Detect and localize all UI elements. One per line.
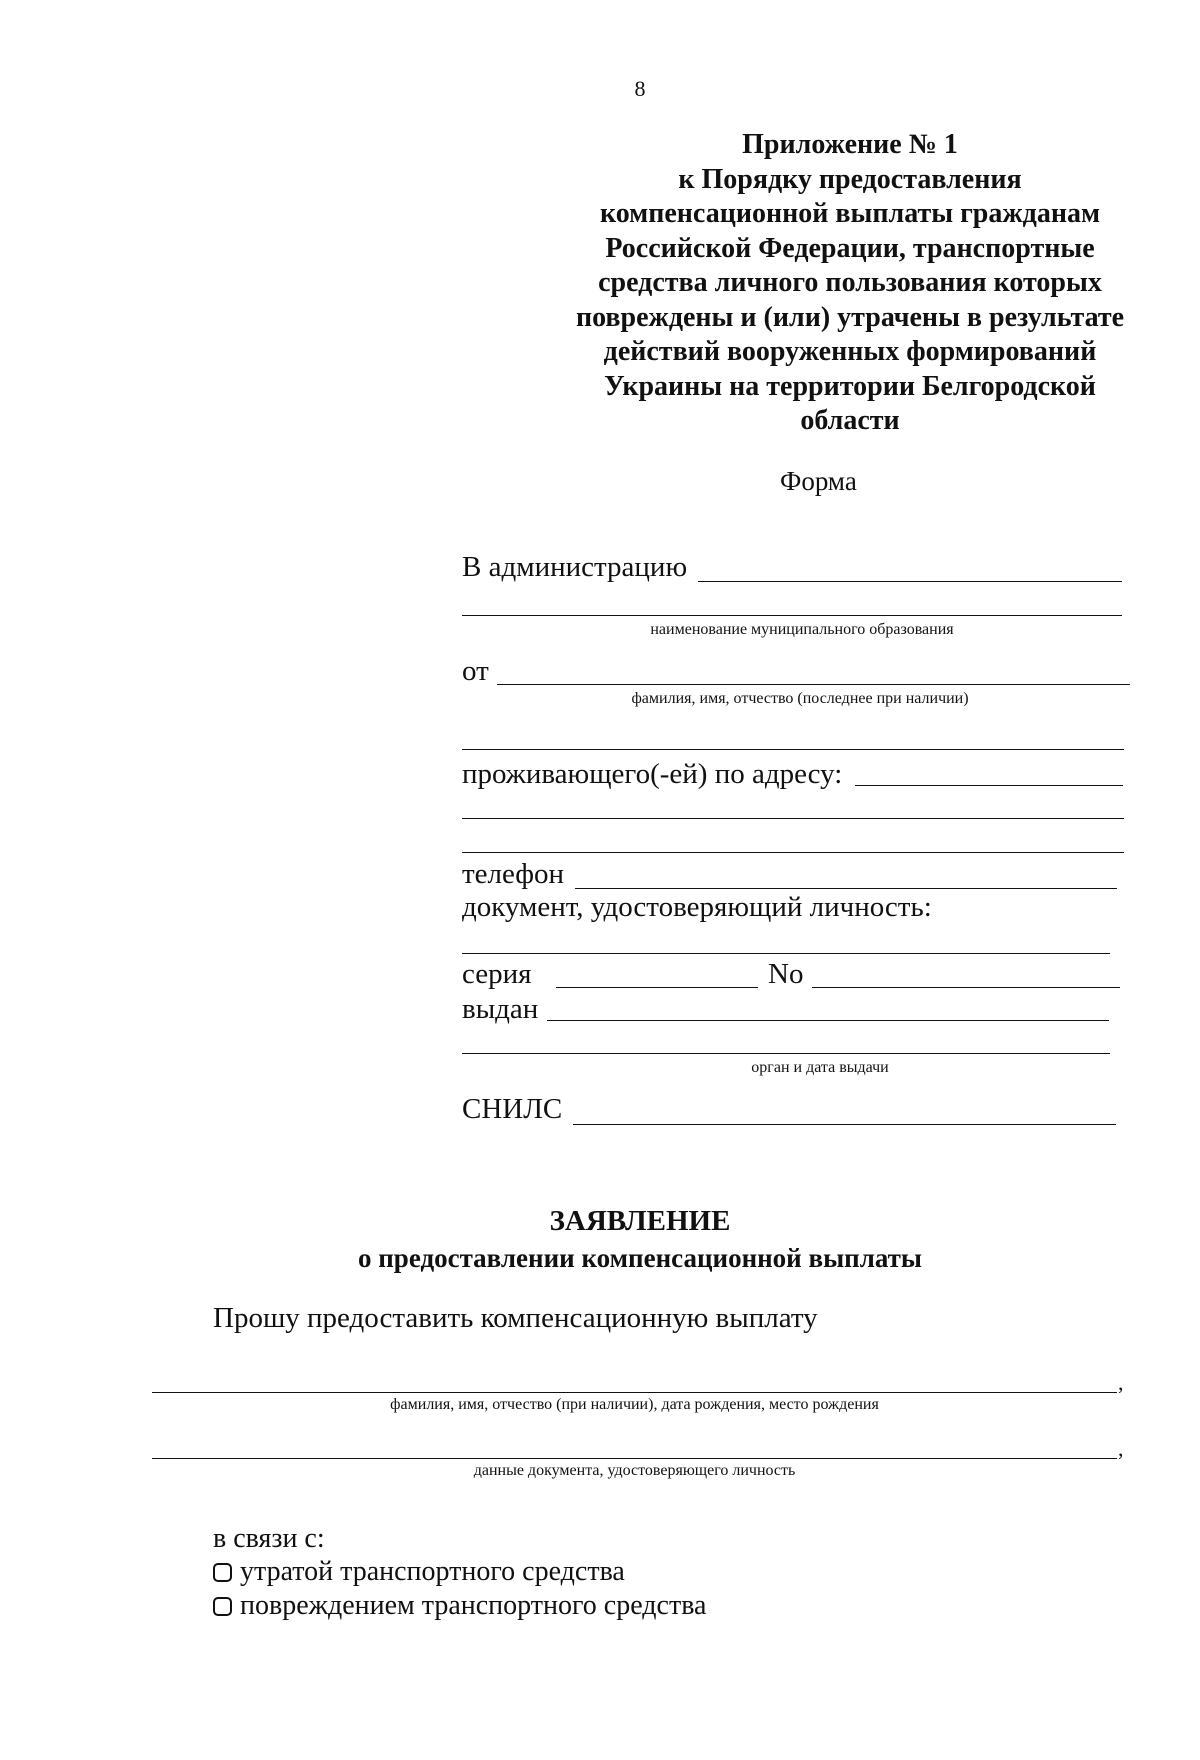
snils-field[interactable]	[573, 1124, 1116, 1125]
appendix-line: повреждены и (или) утрачены в результате	[575, 301, 1125, 333]
option-loss[interactable]	[213, 1556, 625, 1588]
address-label: проживающего(-ей) по адресу:	[462, 758, 843, 790]
appendix-line: к Порядку предоставления	[678, 163, 1022, 195]
issued-label: выдан	[462, 993, 539, 1025]
from-label: от	[462, 655, 489, 687]
reason-label: в связи с:	[213, 1523, 325, 1554]
form-label: Форма	[780, 466, 857, 496]
administration-field[interactable]	[698, 581, 1122, 582]
id-document-field[interactable]	[462, 953, 1110, 954]
appendix-line: средства личного пользования которых	[598, 267, 1102, 298]
fio-field[interactable]	[497, 684, 1130, 685]
id-document-details-field[interactable]	[152, 1458, 1117, 1459]
fio-caption: фамилия, имя, отчество (последнее при наличии)	[631, 690, 969, 707]
address-field-line2[interactable]	[462, 818, 1124, 819]
option-label: повреждением транспортного средства	[240, 1590, 707, 1621]
appendix-line: Украины на территории Белгородской	[604, 370, 1096, 402]
statement-subtitle: о предоставлении компенсационной выплаты	[358, 1243, 922, 1273]
address-field[interactable]	[855, 785, 1123, 786]
id-document-label: документ, удостоверяющий личность:	[462, 891, 932, 923]
phone-label: телефон	[462, 858, 565, 890]
address-field-line3[interactable]	[462, 852, 1124, 853]
series-field[interactable]	[556, 987, 758, 988]
appendix-header	[540, 128, 1160, 439]
checkbox[interactable]	[213, 1597, 232, 1616]
municipality-caption: наименование муниципального образования	[650, 621, 954, 638]
administration-label: В администрацию	[462, 551, 688, 583]
appendix-line: действий вооруженных формирований	[603, 336, 1097, 367]
number-field[interactable]	[812, 987, 1120, 988]
option-damage[interactable]	[213, 1590, 706, 1622]
number-label: No	[768, 958, 804, 990]
checkbox[interactable]	[213, 1563, 232, 1582]
fio-field-line2[interactable]	[462, 749, 1124, 750]
issuer-caption: орган и дата выдачи	[751, 1059, 889, 1076]
id-document-details-caption: данные документа, удостоверяющего личность	[473, 1462, 796, 1479]
appendix-line: области	[800, 405, 900, 436]
issuer-field[interactable]	[462, 1053, 1110, 1054]
page-number: 8	[634, 76, 646, 101]
applicant-details-field[interactable]	[152, 1392, 1117, 1393]
comma: ,	[1118, 1370, 1124, 1395]
option-label: утратой транспортного средства	[240, 1556, 625, 1587]
municipality-field[interactable]	[462, 615, 1122, 616]
statement-title: ЗАЯВЛЕНИЕ	[549, 1205, 731, 1237]
phone-field[interactable]	[575, 888, 1117, 889]
series-label: серия	[462, 958, 532, 990]
appendix-line: Приложение № 1	[742, 129, 958, 160]
comma: ,	[1118, 1436, 1124, 1461]
applicant-details-caption: фамилия, имя, отчество (при наличии), дата рождения, место рождения	[390, 1396, 879, 1413]
request-text: Прошу предоставить компенсационную выплату	[213, 1302, 818, 1334]
issued-field[interactable]	[547, 1020, 1109, 1021]
appendix-line: компенсационной выплаты гражданам	[599, 198, 1101, 229]
snils-label: СНИЛС	[462, 1093, 563, 1125]
appendix-line: Российской Федерации, транспортные	[605, 232, 1095, 264]
